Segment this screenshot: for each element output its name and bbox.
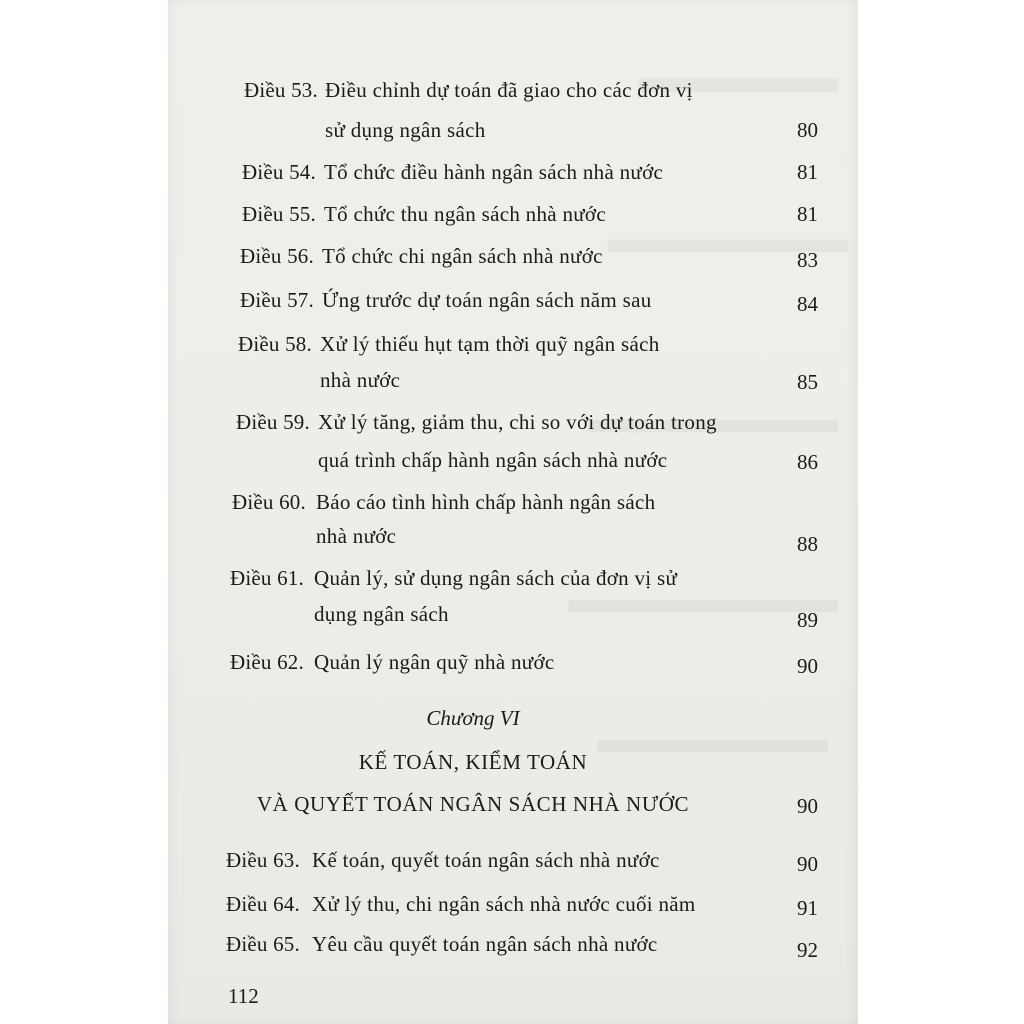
article-title-line: Xử lý thiếu hụt tạm thời quỹ ngân sách <box>320 332 660 356</box>
page-ref: 90 <box>797 654 818 678</box>
toc-entry-continuation <box>168 368 858 412</box>
toc-entry <box>168 202 858 246</box>
article-title-line: Quản lý, sử dụng ngân sách của đơn vị sử <box>314 566 678 590</box>
page-ref: 92 <box>797 938 818 962</box>
page-ref: 90 <box>797 852 818 876</box>
page-ref: 88 <box>797 532 818 556</box>
article-number: Điều 65. <box>226 932 300 956</box>
page-ref: 81 <box>797 160 818 184</box>
article-number: Điều 58. <box>238 332 312 356</box>
article-title-line: Ứng trước dự toán ngân sách năm sau <box>322 288 652 312</box>
page-number: 112 <box>228 984 259 1008</box>
article-title-line: nhà nước <box>316 524 397 548</box>
chapter-title-line: VÀ QUYẾT TOÁN NGÂN SÁCH NHÀ NƯỚC <box>256 792 690 816</box>
article-number: Điều 63. <box>226 848 300 872</box>
article-title-line: Yêu cầu quyết toán ngân sách nhà nước <box>312 932 658 956</box>
article-number: Điều 54. <box>242 160 316 184</box>
article-number: Điều 53. <box>244 78 318 102</box>
toc-entry-continuation <box>168 602 858 646</box>
toc-entry <box>168 288 858 332</box>
article-number: Điều 55. <box>242 202 316 226</box>
article-title-line: quá trình chấp hành ngân sách nhà nước <box>318 448 668 472</box>
article-title-line: Tổ chức điều hành ngân sách nhà nước <box>324 160 664 184</box>
toc-entry <box>168 650 858 694</box>
page-ref: 81 <box>797 202 818 226</box>
page-ref: 80 <box>797 118 818 142</box>
toc-entry <box>168 848 858 892</box>
article-title-line: Xử lý thu, chi ngân sách nhà nước cuối năm <box>312 892 696 916</box>
article-title-line: Quản lý ngân quỹ nhà nước <box>314 650 555 674</box>
page-ref: 91 <box>797 896 818 920</box>
article-title-line: Tổ chức chi ngân sách nhà nước <box>322 244 603 268</box>
article-number: Điều 60. <box>232 490 306 514</box>
toc-entry <box>168 244 858 288</box>
chapter-page-ref: 90 <box>797 794 818 818</box>
toc-entry <box>168 892 858 936</box>
page-ref: 85 <box>797 370 818 394</box>
article-title-line: Điều chỉnh dự toán đã giao cho các đơn vị <box>325 78 693 102</box>
page-ref: 84 <box>797 292 818 316</box>
article-number: Điều 62. <box>230 650 304 674</box>
chapter-title-line: KẾ TOÁN, KIỂM TOÁN <box>358 750 588 774</box>
article-title-line: Kế toán, quyết toán ngân sách nhà nước <box>312 848 660 872</box>
article-title-line: Báo cáo tình hình chấp hành ngân sách <box>316 490 656 514</box>
chapter-label: Chương VI <box>426 706 520 730</box>
article-number: Điều 59. <box>236 410 310 434</box>
article-number: Điều 57. <box>240 288 314 312</box>
article-title-line: Xử lý tăng, giảm thu, chi so với dự toán trong <box>318 410 717 434</box>
page-ref: 89 <box>797 608 818 632</box>
toc-entry <box>168 932 858 976</box>
article-title-line: Tổ chức thu ngân sách nhà nước <box>324 202 606 226</box>
article-number: Điều 64. <box>226 892 300 916</box>
article-number: Điều 56. <box>240 244 314 268</box>
toc-entry-continuation <box>168 448 858 492</box>
toc-entry <box>168 78 858 122</box>
toc-entry <box>168 160 858 204</box>
toc-entry-continuation <box>168 118 858 162</box>
toc-entry-continuation <box>168 524 858 568</box>
page-ref: 83 <box>797 248 818 272</box>
article-title-line: sử dụng ngân sách <box>325 118 486 142</box>
article-title-line: nhà nước <box>320 368 401 392</box>
article-title-line: dụng ngân sách <box>314 602 449 626</box>
article-number: Điều 61. <box>230 566 304 590</box>
page-ref: 86 <box>797 450 818 474</box>
book-page <box>168 0 858 1024</box>
